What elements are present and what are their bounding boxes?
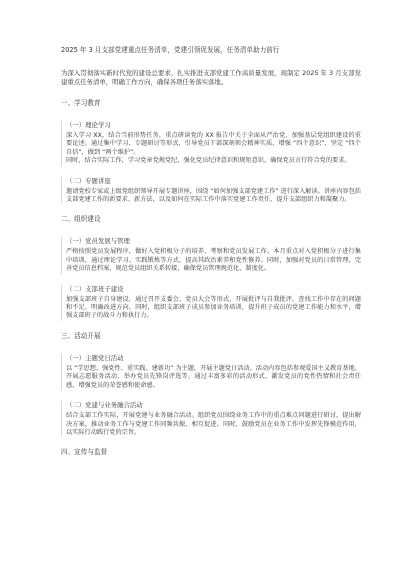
subsection bbox=[61, 121, 361, 166]
intro-paragraph: 为深入贯彻落实新时代党的建设总要求，扎实推进支部党建工作高质量发展，现制定 2025 年 3 月支部党建重点任务清单，明确工作方向，确保各项任务落实落地。 bbox=[61, 69, 361, 86]
document-page bbox=[61, 46, 361, 470]
subsection bbox=[61, 237, 361, 273]
subsection bbox=[61, 285, 361, 321]
subsection-heading: （二）支部班子建设 bbox=[66, 284, 124, 293]
paragraph: 加强支部班子自身建设，通过召开支委会、党员大会等形式，开展批评与自我批评，查找工作中存在的问题和不足，明确改进方向。同时，组织支部班子成员参加业务培训，提升班子成员的党建工作能力和水平，增强支部班子的战斗力和执行力。 bbox=[66, 295, 361, 320]
section-heading: 一、学习教育 bbox=[61, 99, 101, 107]
subsection-heading: （一）理论学习 bbox=[66, 121, 111, 129]
subsection-heading: （二）党建与业务融合活动 bbox=[66, 401, 143, 410]
subsection-heading: （一）党员发展与管理 bbox=[66, 237, 130, 246]
subsection bbox=[61, 354, 361, 390]
subsection bbox=[61, 401, 361, 437]
paragraph: 严格按照党员发展程序，做好入党积极分子的培养、考察和党员发展工作。本月重点对入党积极分子进行集中培训，通过理论学习、实践锻炼等方式，提高其政治素养和党性修养。同时，加强对党员的日常管理，完善党员信息档案，规范党员组织关系转接，确保党员管理规范化、制度化。 bbox=[66, 248, 361, 273]
paragraph: 深入学习 XX，结合当前形势任务，重点研读党的 XX 报告中关于全面从严治党、加强基层党组织建设的重要论述。通过集中学习、专题研讨等形式，引导党员干部深刻领会精神实质，增强 “四个意识”，坚定 “四个自信”，做到 “两个维护”。 bbox=[66, 132, 361, 156]
paragraph: 结合支部工作实际，开展党建与业务融合活动。组织党员围绕业务工作中的重点难点问题进行研讨，提出解决方案，推动业务工作与党建工作同频共振、相互促进。同时，鼓励党员在业务工作中发挥先锋模范作用，以实际行动践行党的宗旨。 bbox=[66, 412, 361, 436]
paragraph: 同时，结合实际工作，学习党章党规党纪，强化党员纪律意识和规矩意识，确保党员言行符合党的要求。 bbox=[66, 157, 351, 165]
paragraph: 以 “学思想、强党性、重实践、建新功” 为主题，开展主题党日活动。活动内容包括参观爱国主义教育基地、开展志愿服务活动、举办党员先锋岗评选等，通过丰富多彩的活动形式，激发党员的党性热情和社会责任感，增强党员的荣誉感和使命感。 bbox=[66, 364, 361, 389]
subsection bbox=[61, 177, 361, 205]
section-heading: 三、活动开展 bbox=[61, 331, 101, 340]
paragraph: 邀请党校专家或上级党组织领导开展专题讲座，围绕 “如何加强支部党建工作” 进行深入解读。讲座内容包括支部党建工作的新要求、新方法，以及如何在实际工作中落实党建工作责任，提升支部组织力和凝聚力。 bbox=[66, 187, 361, 204]
subsection-heading: （一）主题党日活动 bbox=[66, 353, 124, 362]
subsection-heading: （二）专题讲座 bbox=[66, 176, 111, 185]
section-heading: 二、组织建设 bbox=[61, 215, 101, 224]
document-title: 2025 年 3 月支部党建重点任务清单，党建引领促发展，任务清单助力前行 bbox=[61, 46, 280, 54]
section-heading: 四、宣传与监督 bbox=[61, 448, 108, 457]
